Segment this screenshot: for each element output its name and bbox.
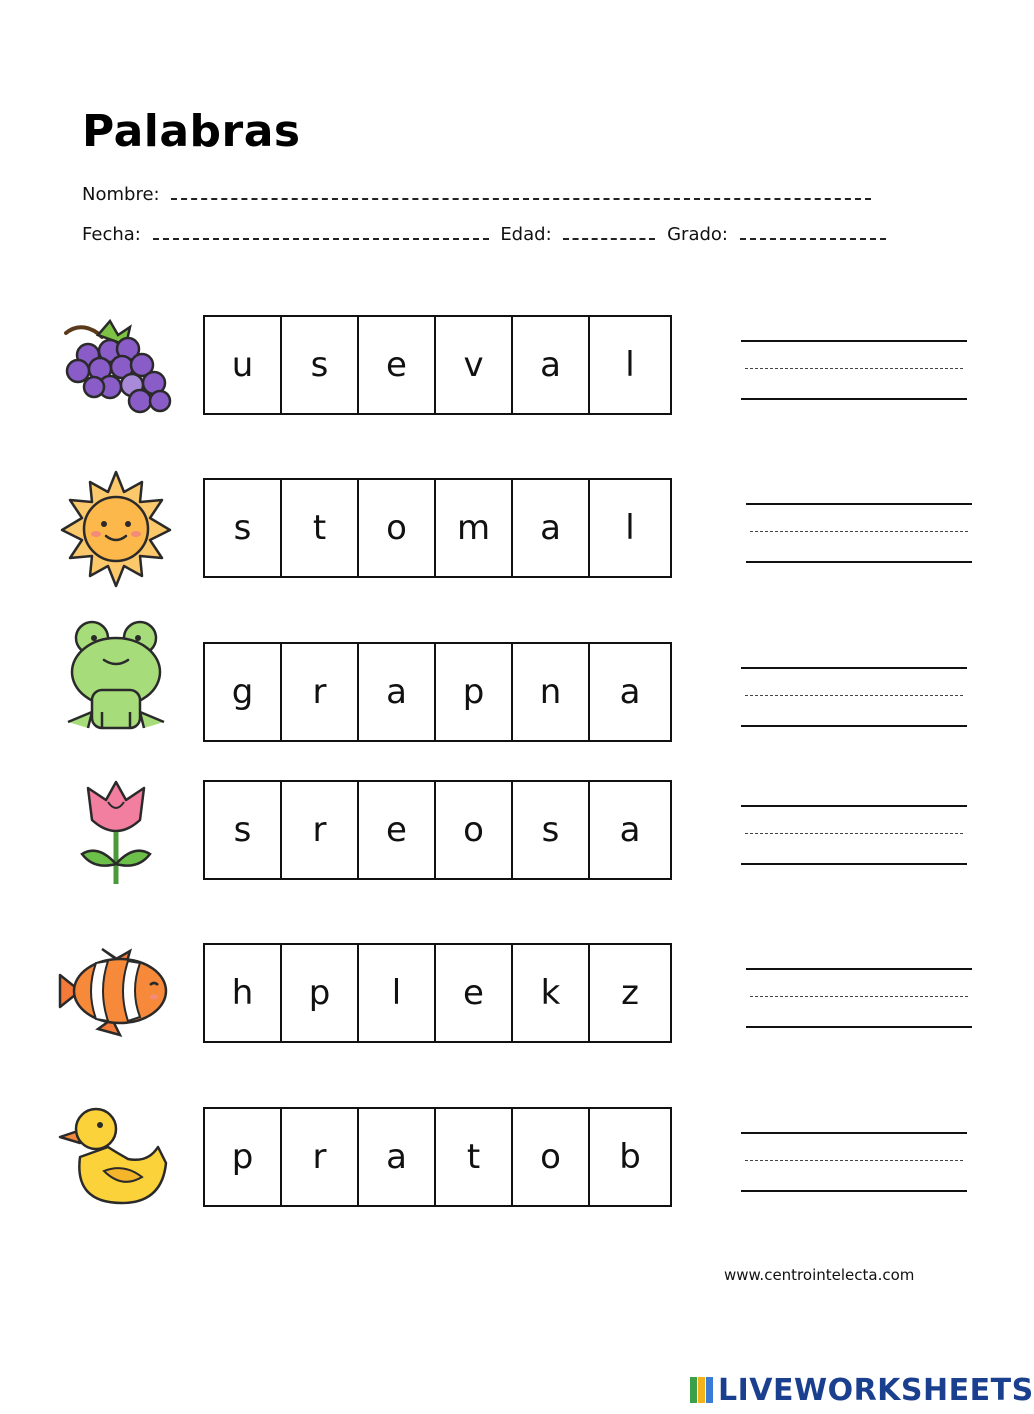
liveworksheets-logo-icon — [690, 1377, 714, 1403]
answer-writing-lines[interactable] — [741, 1132, 967, 1192]
nombre-input-line[interactable] — [171, 186, 871, 200]
letter-box: s — [205, 782, 282, 878]
letter-box: r — [282, 644, 359, 740]
website-url: www.centrointelecta.com — [724, 1266, 915, 1284]
letter-box: a — [619, 672, 641, 712]
word-row — [0, 943, 1000, 1043]
fecha-input-line[interactable] — [153, 226, 489, 240]
letter-box: a — [359, 644, 436, 740]
letter-box: p — [436, 644, 513, 740]
name-field-row — [82, 184, 877, 205]
letter-box: u — [205, 317, 282, 413]
letter-box: s — [513, 782, 590, 878]
letter-box: o — [436, 782, 513, 878]
letter-boxes — [203, 943, 672, 1043]
grado-label: Grado: — [667, 224, 728, 245]
letter-box: a — [513, 317, 590, 413]
letter-box: v — [436, 317, 513, 413]
letter-box: a — [359, 1109, 436, 1205]
answer-writing-lines[interactable] — [746, 503, 972, 563]
letter-box: p — [282, 945, 359, 1041]
answer-writing-lines[interactable] — [741, 340, 967, 400]
letter-box: l — [359, 945, 436, 1041]
page-title: Palabras — [82, 106, 301, 157]
rose-icon — [58, 780, 174, 880]
letter-box: p — [205, 1109, 282, 1205]
fecha-label: Fecha: — [82, 224, 141, 245]
duck-icon — [58, 1107, 174, 1207]
letter-box: a — [619, 810, 641, 850]
letter-box: r — [282, 782, 359, 878]
clownfish-icon — [58, 943, 174, 1043]
word-row — [0, 1107, 1000, 1207]
liveworksheets-brand — [690, 1372, 1034, 1408]
letter-box: t — [282, 480, 359, 576]
letter-box: s — [282, 317, 359, 413]
letter-box: k — [513, 945, 590, 1041]
letter-box: b — [619, 1137, 641, 1177]
answer-writing-lines[interactable] — [746, 968, 972, 1028]
letter-box: t — [436, 1109, 513, 1205]
frog-icon — [58, 642, 174, 742]
word-row — [0, 478, 1000, 578]
letter-box: s — [205, 480, 282, 576]
grapes-icon — [58, 315, 174, 415]
letter-box: l — [625, 508, 635, 548]
letter-box: n — [513, 644, 590, 740]
word-row — [0, 315, 1000, 415]
answer-writing-lines[interactable] — [741, 667, 967, 727]
letter-boxes — [203, 780, 672, 880]
letter-boxes — [203, 315, 672, 415]
date-field-row — [82, 224, 892, 245]
word-row — [0, 780, 1000, 880]
letter-boxes — [203, 1107, 672, 1207]
answer-writing-lines[interactable] — [741, 805, 967, 865]
sun-icon — [58, 478, 174, 578]
letter-box: e — [359, 782, 436, 878]
letter-box: g — [205, 644, 282, 740]
edad-label: Edad: — [500, 224, 552, 245]
letter-box: m — [436, 480, 513, 576]
letter-box: h — [205, 945, 282, 1041]
letter-boxes — [203, 642, 672, 742]
letter-box: o — [359, 480, 436, 576]
letter-box: a — [513, 480, 590, 576]
brand-text: LIVEWORKSHEETS — [718, 1372, 1034, 1408]
grado-input-line[interactable] — [740, 226, 886, 240]
nombre-label: Nombre: — [82, 184, 160, 205]
letter-box: e — [359, 317, 436, 413]
word-row — [0, 642, 1000, 742]
letter-box: z — [621, 973, 639, 1013]
letter-box: e — [436, 945, 513, 1041]
letter-box: r — [282, 1109, 359, 1205]
letter-boxes — [203, 478, 672, 578]
letter-box: l — [625, 345, 635, 385]
edad-input-line[interactable] — [563, 226, 655, 240]
letter-box: o — [513, 1109, 590, 1205]
